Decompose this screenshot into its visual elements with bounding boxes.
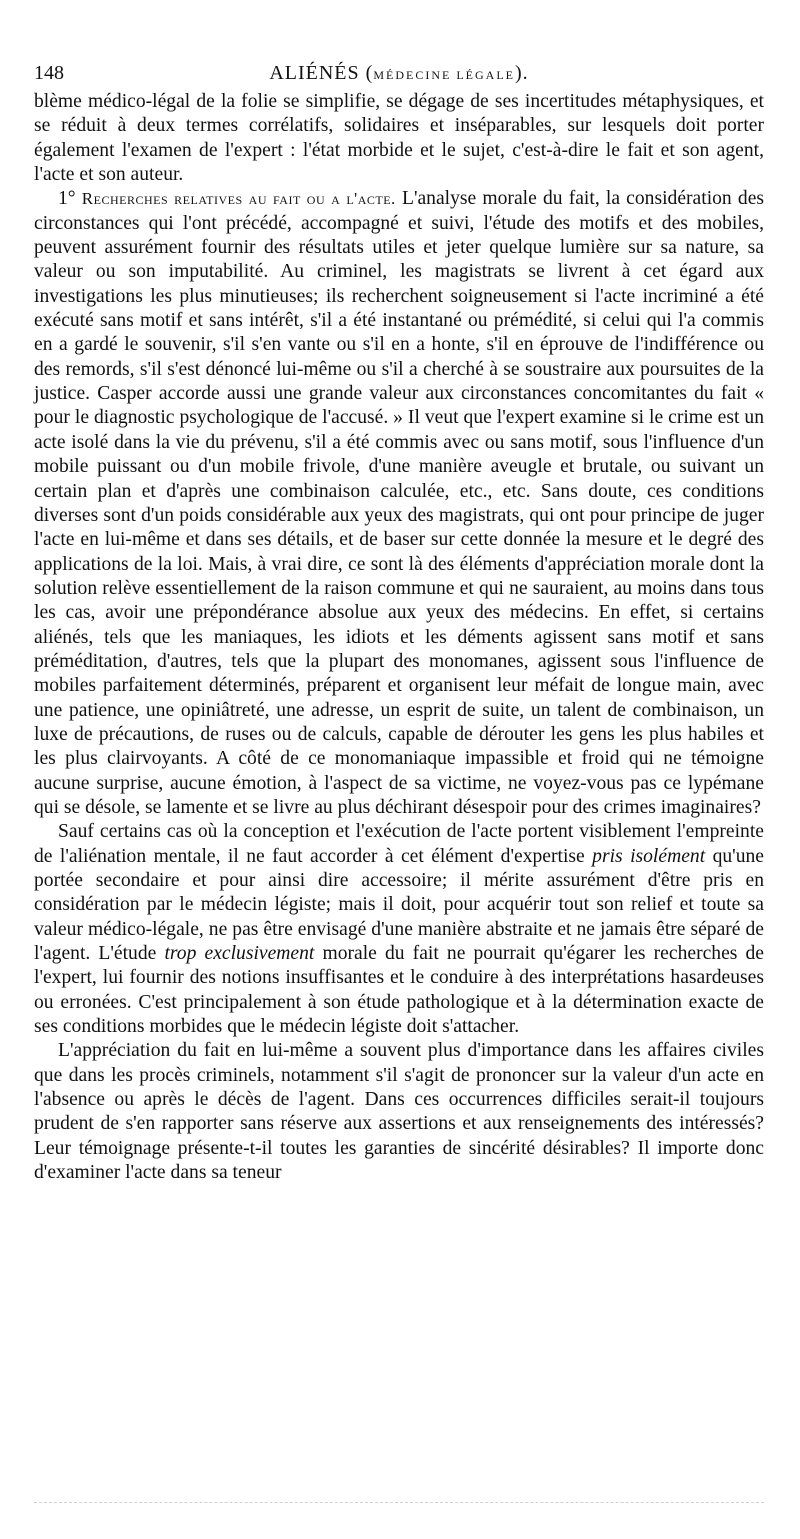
page-bottom-rule xyxy=(34,1502,764,1503)
body-text xyxy=(34,90,764,1185)
running-title-sub: MÉDECINE LÉGALE xyxy=(373,68,515,82)
paragraph-text: morale du fait ne pourrait qu'égarer les recherches de l'expert, lui fournir des notions insuffisantes et le conduire à des interprétations hasardeuses ou erronées. C'est principalement à son étude pathologique et à la détermination exacte de ses conditions morbides que le médecin légiste doit s'attacher. xyxy=(34,943,765,1038)
paragraph-sauf-certains-cas xyxy=(34,820,764,1039)
book-page xyxy=(34,58,764,1185)
paragraph-appreciation-du-fait: L'appréciation du fait en lui-même a souvent plus d'importance dans les affaires civiles que dans les procès criminels, notamment s'il s'agit de prononcer sur la valeur d'un acte en l'absence ou après le décès de l'agent. Dans ces occurrences difficiles serait-il toujours prudent de s'en rapporter sans réserve aux assertions et aux renseignements des intéressés? Leur témoignage présente-t-il toutes les garanties de sincérité désirables? Il importe donc d'examiner l'acte dans sa teneur xyxy=(34,1040,764,1184)
section-heading: Recherches relatives au fait ou a l'acte. xyxy=(81,189,396,209)
paragraph-continuation: blème médico-légal de la folie se simplifie, se dégage de ses incertitudes métaphysiques, et se réduit à deux termes corrélatifs, solidaires et inséparables, sur lesquels doit porter également l'examen de l'expert : l'état morbide et le sujet, c'est-à-dire le fait et son agent, l'acte et son auteur. xyxy=(34,91,764,186)
emphasis-pris-isolement: pris isolément xyxy=(592,845,706,867)
running-title-paren-close: ). xyxy=(514,62,529,84)
page-number: 148 xyxy=(34,62,64,84)
section-number: 1° xyxy=(58,188,82,210)
paragraph-section-fait xyxy=(34,187,764,820)
page-header xyxy=(34,58,764,88)
section-body: L'analyse morale du fait, la considération des circonstances qui l'ont précédé, accompagné et suivi, l'étude des motifs et des mobiles, peuvent assurément fournir des résultats utiles et jeter quelque lumière sur sa nature, sa valeur ou son imputabilité. Au criminel, les magistrats se livrent à cet égard aux investigations les plus minutieuses; ils recherchent soigneusement si l'acte incriminé a été exécuté sans motif et sans intérêt, s'il a été instantané ou prémédité, si celui qui l'a commis en a gardé le souvenir, s'il s'en vante ou s'il en a honte, s'il en éprouve de l'indifférence ou des remords, s'il s'est dénoncé lui-même ou s'il a cherché à se soustraire aux poursuites de la justice. Casper accorde aussi une grande valeur aux circonstances concomitantes du fait « pour le diagnostic psychologique de l'accusé. » Il veut que l'expert examine si le crime est un acte isolé dans la vie du prévenu, s'il a été commis avec ou sans motif, sous l'influence d'un mobile puissant ou d'un mobile frivole, d'une manière aveugle et brutale, ou suivant un certain plan et d'après une combinaison calculée, etc., etc. Sans doute, ces conditions diverses sont d'un poids considérable aux yeux des magistrats, qui ont pour principe de juger l'acte en lui-même et dans ses détails, et de baser sur cette donnée la mesure et le degré des applications de la loi. Mais, à vrai dire, ce sont là des éléments d'appréciation morale dont la solution relève essentiellement de la raison commune et qui ne sauraient, au moins dans tous les cas, avoir une prépondérance absolue aux yeux des médecins. En effet, si certains aliénés, tels que les maniaques, les idiots et les déments agissent sans motif et sans préméditation, d'autres, tels que la plupart des monomanes, agissent sous l'influence de mobiles parfaitement déterminés, préparent et organisent leur méfait de longue main, avec une patience, une opiniâtreté, une adresse, un esprit de suite, un talent de combinaison, un luxe de précautions, de ruses ou de calculs, capable de dérouter les gens les plus habiles et les plus clairvoyants. A côté de ce monomaniaque impassible et froid qui ne témoigne aucune surprise, aucune émotion, à l'aspect de sa victime, ne voyez-vous pas ce lypémane qui se désole, se lamente et se livre au plus déchirant désespoir pour des crimes imaginaires? xyxy=(34,188,765,818)
emphasis-trop-exclusivement: trop exclusivement xyxy=(164,943,315,965)
running-title-main: ALIÉNÉS xyxy=(269,62,360,84)
paragraph-text: qu'une portée secondaire et pour ainsi dire accessoire; il mérite assurément d'être pris en considération par le médecin légiste; mais il doit, pour acquérir tout son relief et toute sa valeur médico-légale, ne pas être envisagé d'une manière abstraite et ne jamais être séparé de l'agent. L'étude xyxy=(34,845,765,965)
paragraph-text: Sauf certains cas où la conception et l'exécution de l'acte portent visiblement l'empreinte de l'aliénation mentale, il ne faut accorder à cet élément d'expertise xyxy=(34,821,764,867)
running-title xyxy=(34,58,764,90)
running-title-paren-open: ( xyxy=(359,62,374,84)
